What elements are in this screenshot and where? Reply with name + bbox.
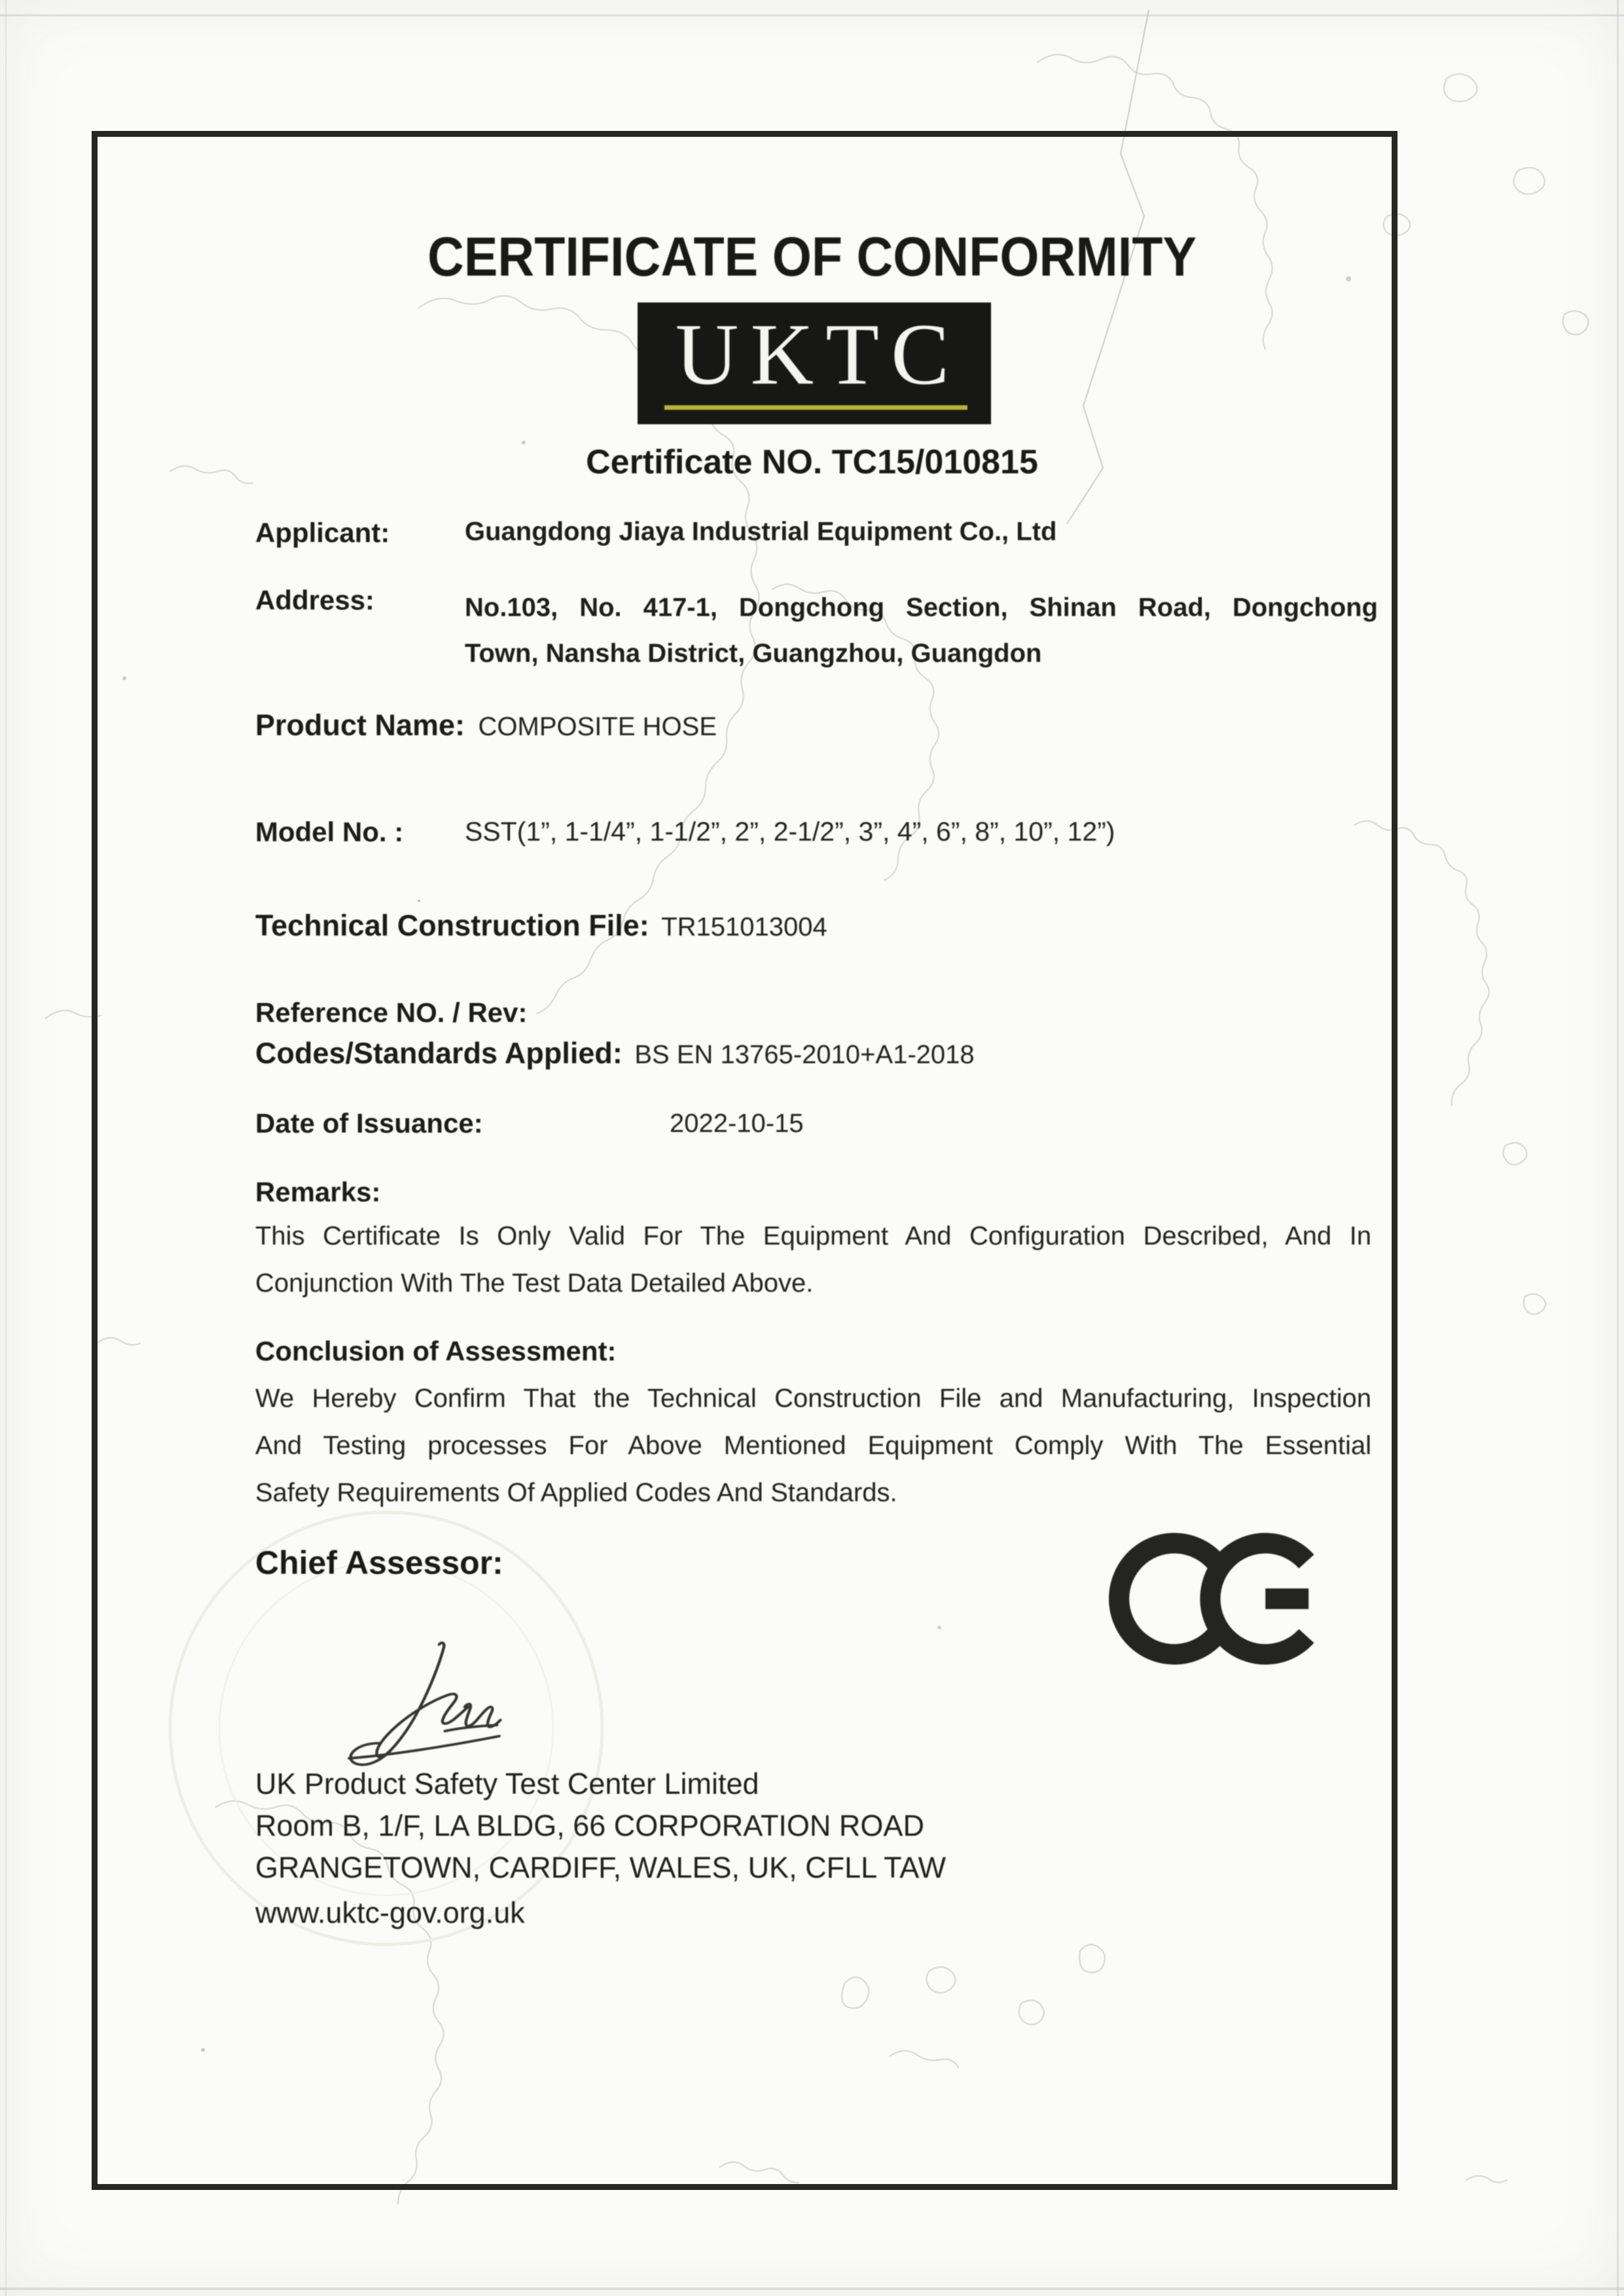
conclusion-line-1: We Hereby Confirm That the Technical Construction File and Manufacturing, Inspection (255, 1384, 1371, 1413)
date-of-issuance-row (255, 1108, 804, 1139)
issuer-address: Room B, 1/F, LA BLDG, 66 CORPORATION ROAD (255, 1809, 924, 1842)
remarks-label-row (255, 1176, 380, 1208)
codes-standards-label: Codes/Standards Applied: (255, 1036, 623, 1070)
remarks-line-2: Conjunction With The Test Data Detailed Above. (255, 1269, 814, 1298)
applicant-value: Guangdong Jiaya Industrial Equipment Co., Ltd (465, 517, 1057, 546)
applicant-label: Applicant: (255, 517, 390, 548)
product-name-value: COMPOSITE HOSE (478, 712, 717, 741)
conclusion-label: Conclusion of Assessment: (255, 1336, 617, 1366)
uktc-logo-underline-bar (664, 405, 967, 410)
technical-construction-file-label: Technical Construction File: (255, 909, 649, 942)
chief-assessor-label: Chief Assessor: (255, 1544, 503, 1581)
date-of-issuance-value: 2022-10-15 (670, 1109, 804, 1138)
reference-row (255, 997, 528, 1029)
address-line-1: No.103, No. 417-1, Dongchong Section, Shinan Road, Dongchong (465, 593, 1378, 622)
model-no-row (255, 816, 1115, 848)
issuer-city: GRANGETOWN, CARDIFF, WALES, UK, CFLL TAW (255, 1851, 947, 1884)
conclusion-line-2: And Testing processes For Above Mentioned Equipment Comply With The Essential (255, 1431, 1371, 1460)
codes-standards-row (255, 1036, 975, 1070)
product-name-row (255, 708, 717, 742)
address-label: Address: (255, 585, 375, 615)
conclusion-text (255, 1375, 1371, 1516)
page-title-text: CERTIFICATE OF CONFORMITY (427, 226, 1197, 287)
conclusion-label-row (255, 1336, 617, 1367)
address-value (465, 585, 1378, 676)
page-title (0, 225, 1624, 289)
model-no-value: SST(1”, 1-1/4”, 1-1/2”, 2”, 2-1/2”, 3”, 4”, 6”, 8”, 10”, 12”) (465, 816, 1115, 847)
codes-standards-value: BS EN 13765-2010+A1-2018 (634, 1040, 975, 1069)
issuer-website: www.uktc-gov.org.uk (255, 1896, 525, 1929)
ce-mark-icon (1108, 1520, 1324, 1677)
uktc-logo-text: UKTC (675, 306, 962, 403)
address-line-2: Town, Nansha District, Guangzhou, Guangdon (465, 639, 1042, 668)
paper-edge-left (5, 0, 7, 2296)
reference-label: Reference NO. / Rev: (255, 997, 528, 1028)
paper-edge-right (1617, 0, 1619, 2296)
remarks-label: Remarks: (255, 1176, 381, 1207)
issuer-company: UK Product Safety Test Center Limited (255, 1767, 759, 1800)
date-of-issuance-label: Date of Issuance: (255, 1108, 483, 1139)
address-row (255, 585, 1378, 676)
remarks-text (255, 1212, 1371, 1307)
model-no-label: Model No. : (255, 816, 404, 847)
technical-construction-file-value: TR151013004 (661, 913, 827, 941)
applicant-row (255, 517, 1056, 549)
certificate-number: Certificate NO. TC15/010815 (586, 443, 1038, 481)
uktc-logo (638, 302, 991, 424)
paper-edge-top (0, 14, 1624, 16)
technical-construction-file-row (255, 909, 827, 943)
paper-edge-bottom (0, 2287, 1624, 2290)
product-name-label: Product Name: (255, 708, 465, 742)
signature-icon (326, 1635, 522, 1766)
remarks-line-1: This Certificate Is Only Valid For The Equipment And Configuration Described, And In (255, 1222, 1371, 1250)
conclusion-line-3: Safety Requirements Of Applied Codes And Standards. (255, 1478, 897, 1507)
scan-speckles (418, 900, 420, 902)
issuer-footer (255, 1763, 946, 1934)
